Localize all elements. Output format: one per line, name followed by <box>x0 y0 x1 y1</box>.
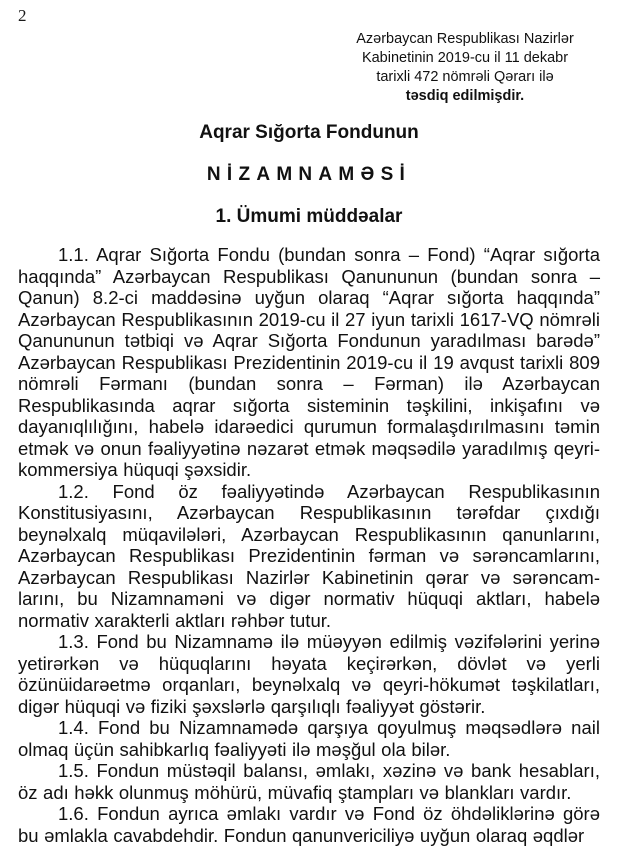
charter-title: NİZAMNAMƏSİ <box>206 164 412 185</box>
approval-note-line: Azərbaycan Respublikası Nazirlər <box>356 31 574 47</box>
paragraph-1-2: 1.2. Fond öz fəaliyyətində Azərbaycan Respublikasının Konstitusiyasını, Azərbaycan Respublikasının tərəfdar çıxdığı beynəlxalq müqavilələri, Azərbaycan Respublikasının qanunlarını, Azərbaycan Respublikası Prezidentinin fərman və sərəncamlarını, Azərbaycan Respublikası Nazirlər Kabinetinin qərar və sərəncamlarını, bu Nizamnaməni və digər normativ hüquqi aktları, habelə normativ xarakterli aktları rəhbər tutur. <box>18 480 600 631</box>
approval-note <box>330 30 600 106</box>
section-1-heading: 1. Ümumi müddəalar <box>215 206 403 227</box>
paragraph-1-1: 1.1. Aqrar Sığorta Fondu (bundan sonra – Fond) “Aqrar sığorta haqqında” Azərbaycan Respublikası Qanununun (bundan sonra – Qanun) 8.2-ci maddəsinə uyğun olaraq “Aqrar sığorta haqqında” Azərbaycan Respublikasının 2019-cu il 27 iyun tarixli 1617-VQ nömrəli Qanununun tətbiqi və Aqrar Sığorta Fondunun yaradılması barədə” Azərbaycan Respublikası Prezidentinin 2019-cu il 19 avqust tarixli 809 nömrəli Fərmanı (bundan sonra – Fərman) ilə Azərbaycan Respublikasında aqrar sığorta sisteminin təşkilini, inkişafını və dayanıqlılığını, habelə idarəedici qurumun formalaşdırılmasını təmin etmək və onun fəaliyyətinə nəzarət etmək məqsədilə yaradılmış qeyri-kommersiya hüquqi şəxsidir. <box>18 244 600 480</box>
approval-note-line: tarixli 472 nömrəli Qərarı ilə <box>376 69 554 85</box>
paragraph-1-4: 1.4. Fond bu Nizamnamədə qarşıya qoyulmuş məqsədlərə nail olmaq üçün sahibkarlıq fəaliyyəti ilə məşğul ola bilər. <box>18 717 600 760</box>
approval-note-bold-line: təsdiq edilmişdir. <box>405 88 525 104</box>
paragraph-1-6: 1.6. Fondun ayrıca əmlakı vardır və Fond öz öhdəliklərinə görə bu əmlakla cavabdehdir. Fondun qanunvericiliyə uyğun olaraq əqdlər <box>18 803 600 846</box>
paragraph-1-3: 1.3. Fond bu Nizamnamə ilə müəyyən edilmiş vəzifələrini yerinə yetirərkən və hüquqlarını həyata keçirərkən, dövlət və yerli özünüidarəetmə orqanları, beynəlxalq və qeyri-hökumət təşkilatları, digər hüquqi və fiziki şəxslərlə qarşılıqlı fəaliyyət göstərir. <box>18 631 600 717</box>
approval-note-line: Kabinetinin 2019-cu il 11 dekabr <box>361 50 569 66</box>
page-number: 2 <box>18 6 27 25</box>
paragraph-1-5: 1.5. Fondun müstəqil balansı, əmlakı, xəzinə və bank hesabları, öz adı həkk olunmuş möhürü, müvafiq ştampları və blankları vardır. <box>18 760 600 803</box>
document-body <box>18 244 600 846</box>
document-title: Aqrar Sığorta Fondunun <box>199 122 419 143</box>
